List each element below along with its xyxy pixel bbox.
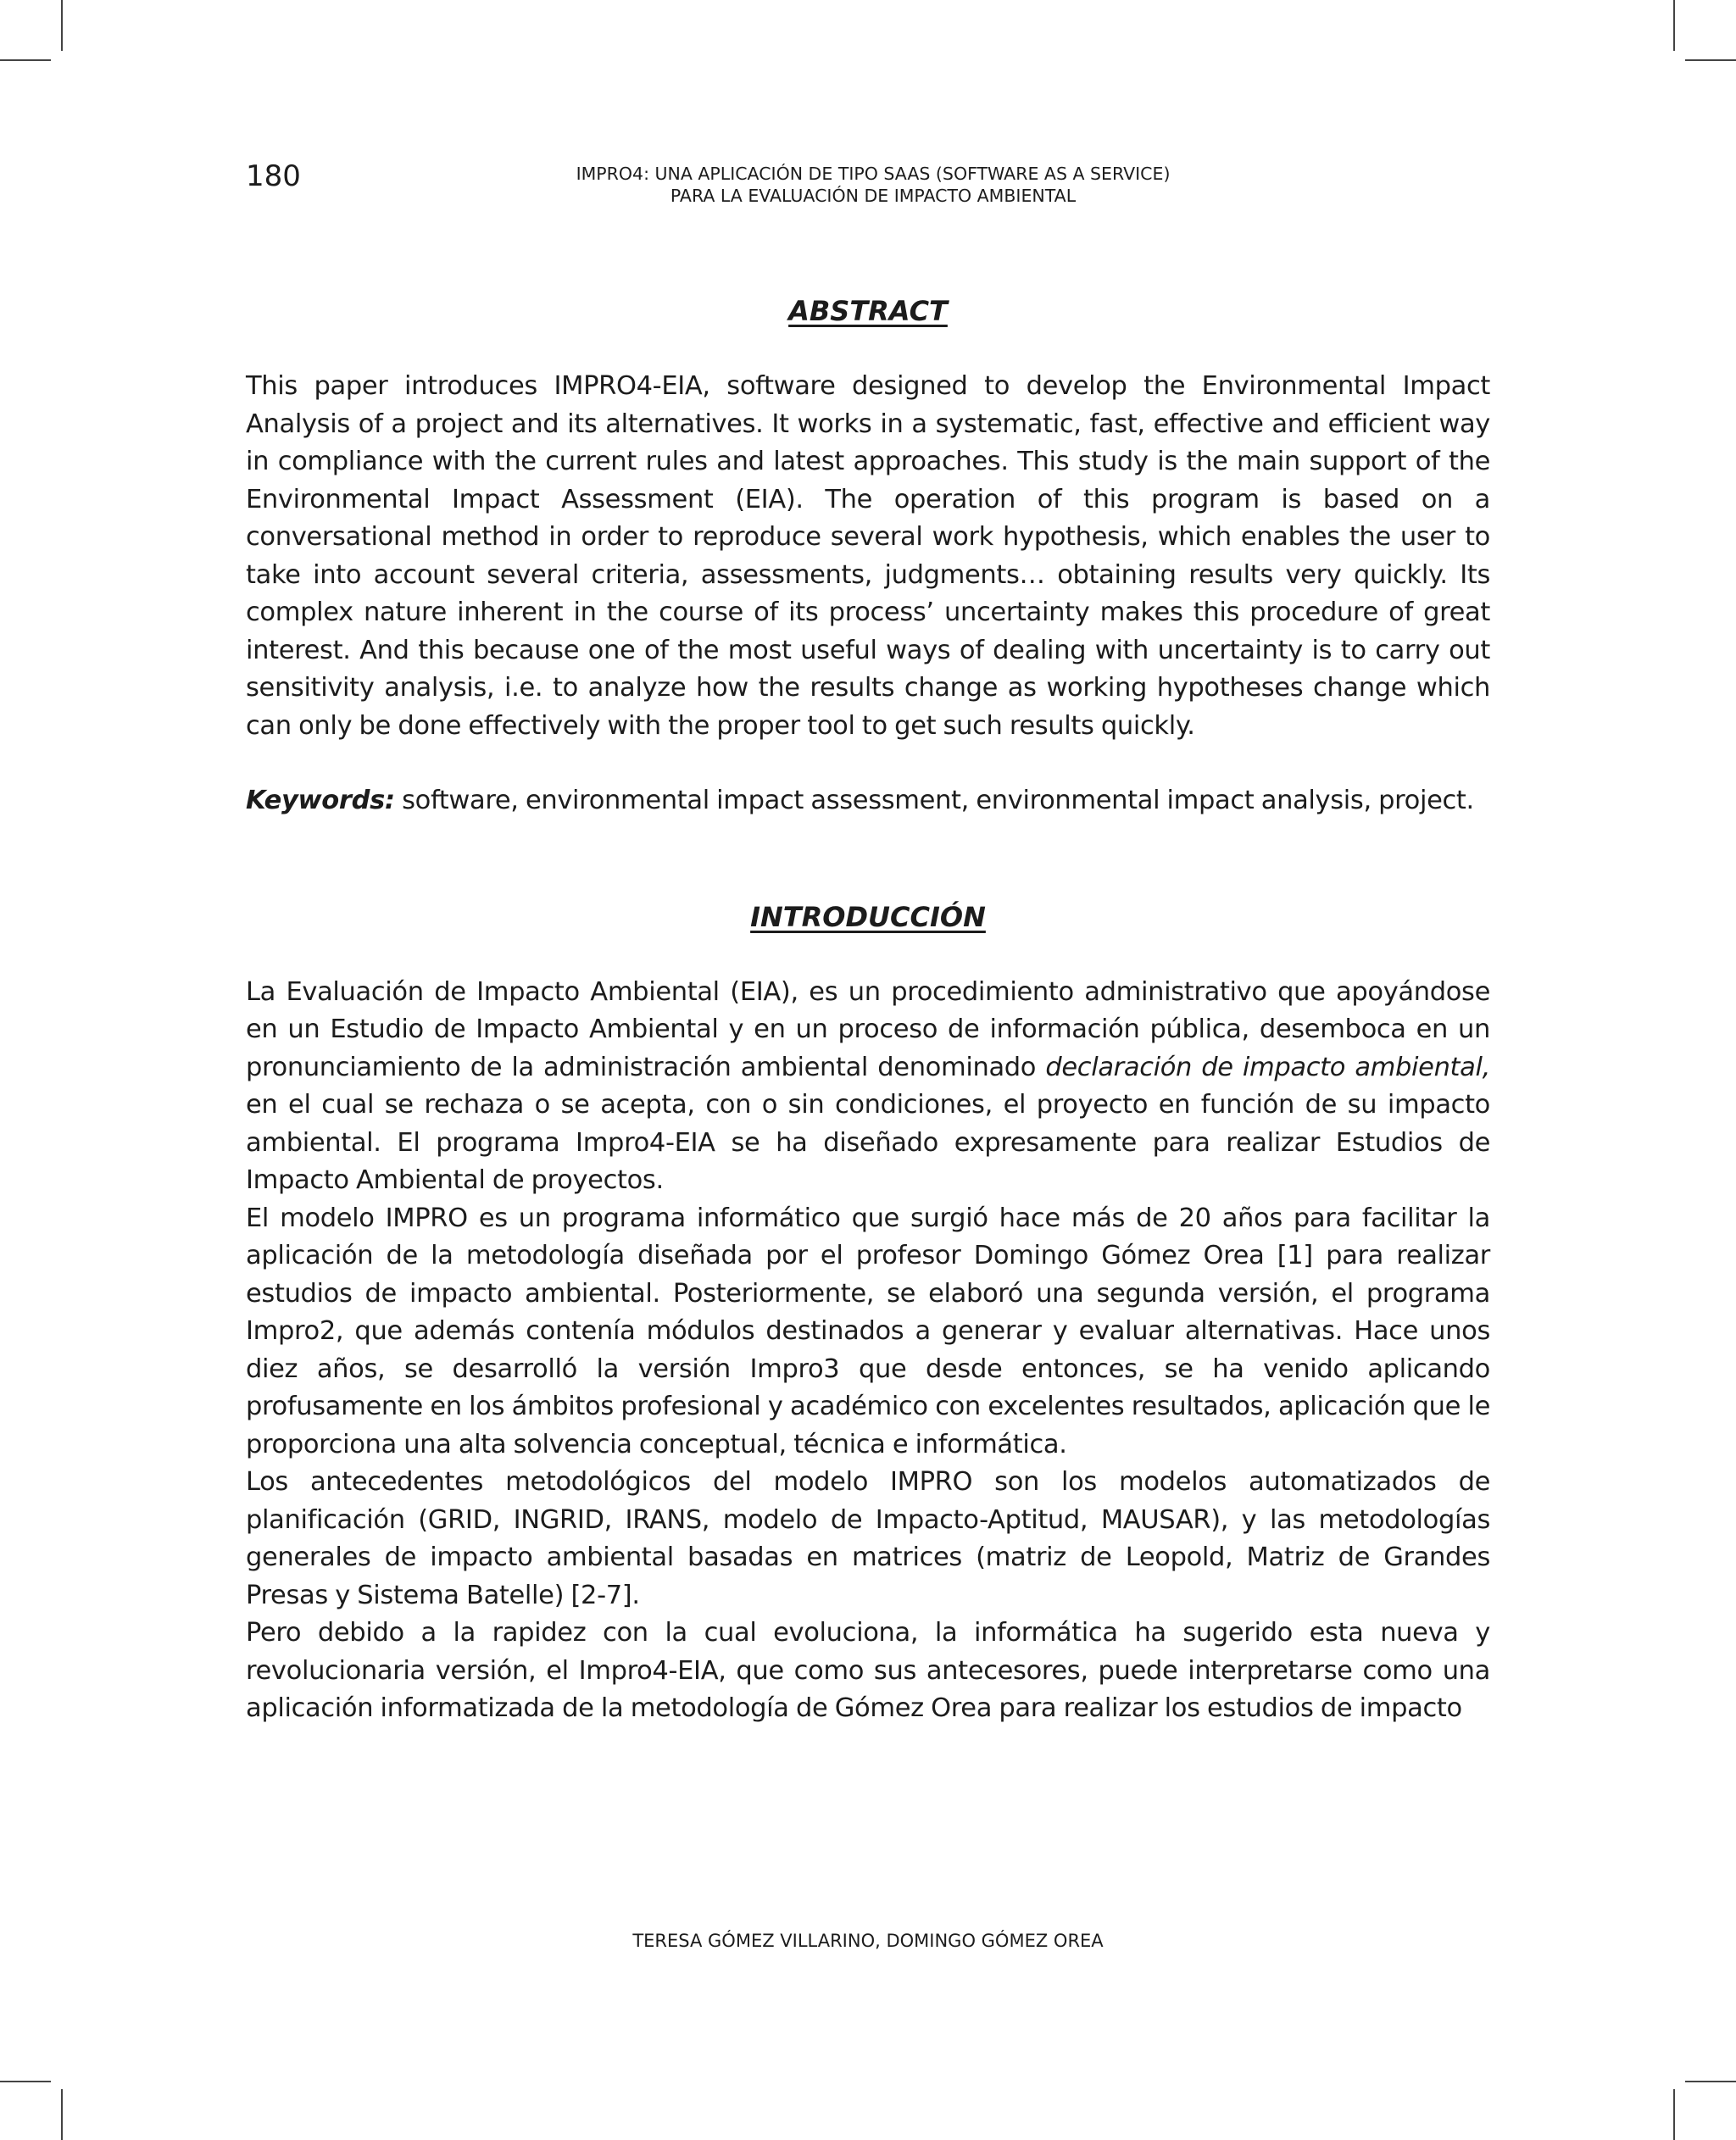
main-content [246, 292, 1490, 1728]
crop-mark [0, 59, 51, 61]
intro-p1-text-before: La Evaluación de Impacto Ambiental (EIA), es un procedimiento administrativo que apoyándose en un Estudio de Impacto Ambiental y en un proceso de información pública, desemboca en un pronunciamiento de la administración ambiental denominado [246, 976, 1490, 1082]
crop-mark [1673, 0, 1675, 51]
keywords-text: software, environmental impact assessment, environmental impact analysis, project. [394, 786, 1474, 815]
crop-mark [1685, 2081, 1736, 2082]
abstract-heading: ABSTRACT [788, 295, 948, 327]
running-header [492, 163, 1255, 207]
crop-mark [1673, 2089, 1675, 2140]
crop-mark [61, 2089, 63, 2140]
abstract-text: This paper introduces IMPRO4-EIA, software designed to develop the Environmental Impact Analysis of a project and its alternatives. It works in a systematic, fast, effective and efficient way in compliance with the current rules and latest approaches. This study is the main support of the Environmental Impact Assessment (EIA). The operation of this program is based on a conversational method in order to reproduce several work hypothesis, which enables the user to take into account several criteria, assessments, judgments… obtaining results very quickly. Its complex nature inherent in the course of its process’ uncertainty makes this procedure of great interest. And this because one of the most useful ways of dealing with uncertainty is to carry out sensitivity analysis, i.e. to analyze how the results change as working hypotheses change which can only be done effectively with the proper tool to get such results quickly. [246, 371, 1490, 741]
keywords-label: Keywords: [246, 786, 395, 815]
running-header-line-2: PARA LA EVALUACIÓN DE IMPACTO AMBIENTAL [670, 186, 1077, 206]
intro-paragraph-2: El modelo IMPRO es un programa informático que surgió hace más de 20 años para facilitar la aplicación de la metodología diseñada por el profesor Domingo Gómez Orea [1] para realizar estudios de impacto ambiental. Posteriormente, se elaboró una segunda versión, el programa Impro2, que además contenía módulos destinados a generar y evaluar alternativas. Hace unos diez años, se desarrolló la versión Impro3 que desde entonces, se ha venido aplicando profusamente en los ámbitos profesional y académico con excelentes resultados, aplicación que le proporciona una alta solvencia conceptual, técnica e informática. [246, 1203, 1490, 1459]
crop-mark [61, 0, 63, 51]
keywords [246, 782, 1490, 820]
running-header-line-1: IMPRO4: UNA APLICACIÓN DE TIPO SAAS (SOFTWARE AS A SERVICE) [576, 164, 1171, 184]
intro-paragraph-1 [246, 974, 1490, 1200]
page-number: 180 [246, 159, 301, 193]
intro-paragraph-3: Los antecedentes metodológicos del modelo IMPRO son los modelos automatizados de planificación (GRID, INGRID, IRANS, modelo de Impacto-Aptitud, MAUSAR), y las metodologías generales de impacto ambiental basadas en matrices (matriz de Leopold, Matriz de Grandes Presas y Sistema Batelle) [2-7]. [246, 1467, 1490, 1610]
crop-mark [1685, 59, 1736, 61]
intro-p1-text-after: en el cual se rechaza o se acepta, con o sin condiciones, el proyecto en función de su impacto ambiental. El programa Impro4-EIA se ha diseñado expresamente para realizar Estudios de Impacto Ambiental de proyectos. [246, 1090, 1490, 1195]
intro-paragraph-4: Pero debido a la rapidez con la cual evoluciona, la informática ha sugerido esta nueva y revolucionaria versión, el Impro4-EIA, que como sus antecesores, puede interpretarse como una aplicación informatizada de la metodología de Gómez Orea para realizar los estudios de impacto [246, 1618, 1490, 1723]
crop-mark [0, 2081, 51, 2082]
introduction-heading: INTRODUCCIÓN [750, 900, 986, 933]
footer-authors: TERESA GÓMEZ VILLARINO, DOMINGO GÓMEZ OREA [632, 1931, 1104, 1951]
intro-p1-emphasis: declaración de impacto ambiental, [1045, 1052, 1490, 1082]
